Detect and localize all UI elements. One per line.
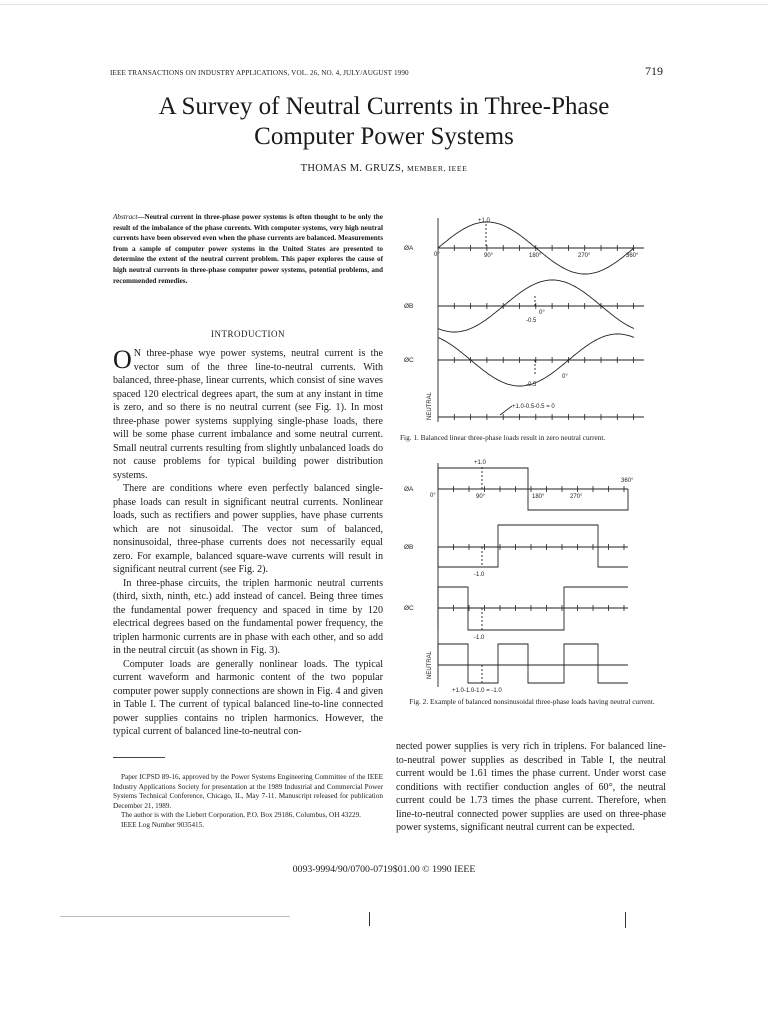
figure-1-sine-waves <box>400 210 680 432</box>
fig2-label-a: ØA <box>404 486 414 493</box>
section-heading-introduction: INTRODUCTION <box>211 329 285 339</box>
abstract-label: Abstract <box>113 213 138 221</box>
footnote: Paper ICPSD 89-16, approved by the Power Systems Engineering Committee of the IEEE Industry Applications Society for presentation at the 1989 Industrial and Commercial Power Systems Technical Conference, Chicago, IL, May 7-11. Manuscript released for publication December 21, 1989. The author is with the Liebert Corporation, P.O. Box 29186, Columbus, OH 43229. IEEE Log Number 9035415. <box>113 773 383 829</box>
abstract-text: Neutral current in three-phase power systems is often thought to be only the result of the imbalance of the phase currents. With computer systems, very high neutral currents have been observed even when the phase currents are balanced. Measurements from a sample of computer power systems in the United States are presented to determine the extent of the neutral current problem. This paper explores the cause of high neutral currents in three-phase computer power systems, potential problems, and recommended remedies. <box>113 213 383 285</box>
fig1-label-b: ØB <box>404 303 414 310</box>
title-line-2: Computer Power Systems <box>254 123 514 150</box>
author-line <box>0 163 768 174</box>
fig1-c-neg: -0.5 <box>526 382 537 388</box>
fig1-sum: +1.0-0.5-0.5 = 0 <box>512 404 555 410</box>
fig1-plus-label: +1.0 <box>478 218 490 224</box>
fig1-deg270: 270° <box>578 253 591 259</box>
column-right-body <box>396 740 666 835</box>
running-header: IEEE TRANSACTIONS ON INDUSTRY APPLICATIONS, VOL. 26, NO. 4, JULY/AUGUST 1990 <box>110 69 409 77</box>
scan-mark-line <box>60 916 290 917</box>
fig2-plus-label: +1.0 <box>474 460 486 466</box>
column-left-body <box>113 347 383 739</box>
copyright-line: 0093-9994/90/0700-0719$01.00 © 1990 IEEE <box>292 864 476 875</box>
fig2-deg0: 0° <box>430 493 436 499</box>
fig1-deg360: 360° <box>626 253 639 259</box>
page-number: 719 <box>645 64 663 78</box>
fig2-wave-c <box>438 587 628 630</box>
intro-paragraph-3: In three-phase circuits, the triplen harmonic neutral currents (third, sixth, ninth, etc.) add instead of cancel. Being three times the fundamental power frequency and spaced in time by 120 electrical degrees based on the fundamental power frequency, the triplen harmonic currents are in phase with each other, and so add in the neutral circuit (as shown in Fig. 3). <box>113 577 383 656</box>
fig2-sum: +1.0-1.0-1.0 = -1.0 <box>452 688 502 694</box>
fig1-b-neg: -0.5 <box>526 318 537 324</box>
fig1-deg90: 90° <box>484 253 494 259</box>
fig2-deg270: 270° <box>570 494 583 500</box>
fig2-deg180: 180° <box>532 494 545 500</box>
intro-paragraph-2: There are conditions where even perfectly balanced single-phase loads can result in significant neutral currents. Nonlinear loads, such as rectifiers and power supplies, have phase currents which are not sinusoidal. The vector sum of balanced, nonsinusoidal, three-phase currents does not necessarily equal zero. For example, balanced square-wave currents will result in significant neutral current (see Fig. 2). <box>113 483 383 575</box>
right-column-paragraph: nected power supplies is very rich in triplens. For balanced line-to-neutral power supplies as described in Table I, the neutral current would be 1.61 times the phase current. Under worst case conditions with rectifier conduction angles of 60°, the neutral current could be 1.73 times the phase current. Therefore, when line-to-neutral connected power supplies are used on three-phase power systems, significant neutral current can be expected. <box>396 741 666 833</box>
fig2-label-b: ØB <box>404 544 414 551</box>
figure-1-caption: Fig. 1. Balanced linear three-phase loads result in zero neutral current. <box>400 433 606 442</box>
fig1-c-zero: 0° <box>562 374 568 380</box>
fig1-b-zero: 0° <box>539 310 545 316</box>
fig2-c-neg: -1.0 <box>474 635 485 641</box>
author-membership: MEMBER, IEEE <box>406 164 468 173</box>
paper-title <box>0 92 768 152</box>
abstract: Abstract—Neutral current in three-phase power systems is often thought to be only the result of the imbalance of the phase currents. With computer systems, very high neutral currents have been observed even when the phase currents are balanced. Measurements from a sample of computer power systems in the United States are presented to determine the extent of the neutral current problem. This paper explores the cause of high neutral currents in three-phase computer power systems, potential problems, and recommended remedies. <box>113 213 383 285</box>
fig2-wave-neutral <box>438 644 628 683</box>
author-name: THOMAS M. GRUZS, <box>300 163 405 174</box>
scan-mark-right <box>625 912 626 928</box>
scan-mark-left <box>369 912 370 926</box>
top-rule <box>0 4 768 5</box>
footnote-rule <box>113 757 165 758</box>
fig2-deg90: 90° <box>476 494 486 500</box>
fig1-deg180: 180° <box>529 253 542 259</box>
fig1-deg0: 0° <box>434 252 440 258</box>
fig2-label-neutral: NEUTRAL <box>427 650 433 679</box>
figure-2-square-waves <box>400 455 680 695</box>
fig2-deg360: 360° <box>621 478 634 484</box>
fig1-label-a: ØA <box>404 245 414 252</box>
fig2-b-neg: -1.0 <box>474 572 485 578</box>
intro-paragraph-4: Computer loads are generally nonlinear loads. The typical current waveform and harmonic content of the two popular computer power supply connections are shown in Fig. 4 and given in Table I. The current of typical balanced line-to-line connected power supplies contains no triplen harmonics. However, the typical current of balanced line-to-neutral con- <box>113 658 383 737</box>
fig2-wave-b <box>438 525 628 567</box>
drop-cap: O <box>113 345 132 374</box>
fig1-sum-leader <box>500 406 512 415</box>
figure-2-caption: Fig. 2. Example of balanced nonsinusoidal three-phase loads having neutral current. <box>409 697 655 706</box>
fig1-label-neutral: NEUTRAL <box>427 391 433 420</box>
intro-paragraph-1: O N three-phase wye power systems, neutral current is the vector sum of the three line-to-neutral currents. With balanced, three-phase, linear currents, which consist of sine waves spaced 120 electrical degrees apart, the sum at any instant in time is zero, and so there is no neutral current (see Fig. 1). In most three-phase power systems supplying single-phase loads, there will be some phase current imbalance and some neutral current. Small neutral currents resulting from slightly unbalanced loads do not cause problems for typical building power distribution systems. <box>113 345 383 481</box>
fig2-label-c: ØC <box>404 605 414 612</box>
fig1-label-c: ØC <box>404 357 414 364</box>
title-line-1: A Survey of Neutral Currents in Three-Phase <box>158 93 610 120</box>
